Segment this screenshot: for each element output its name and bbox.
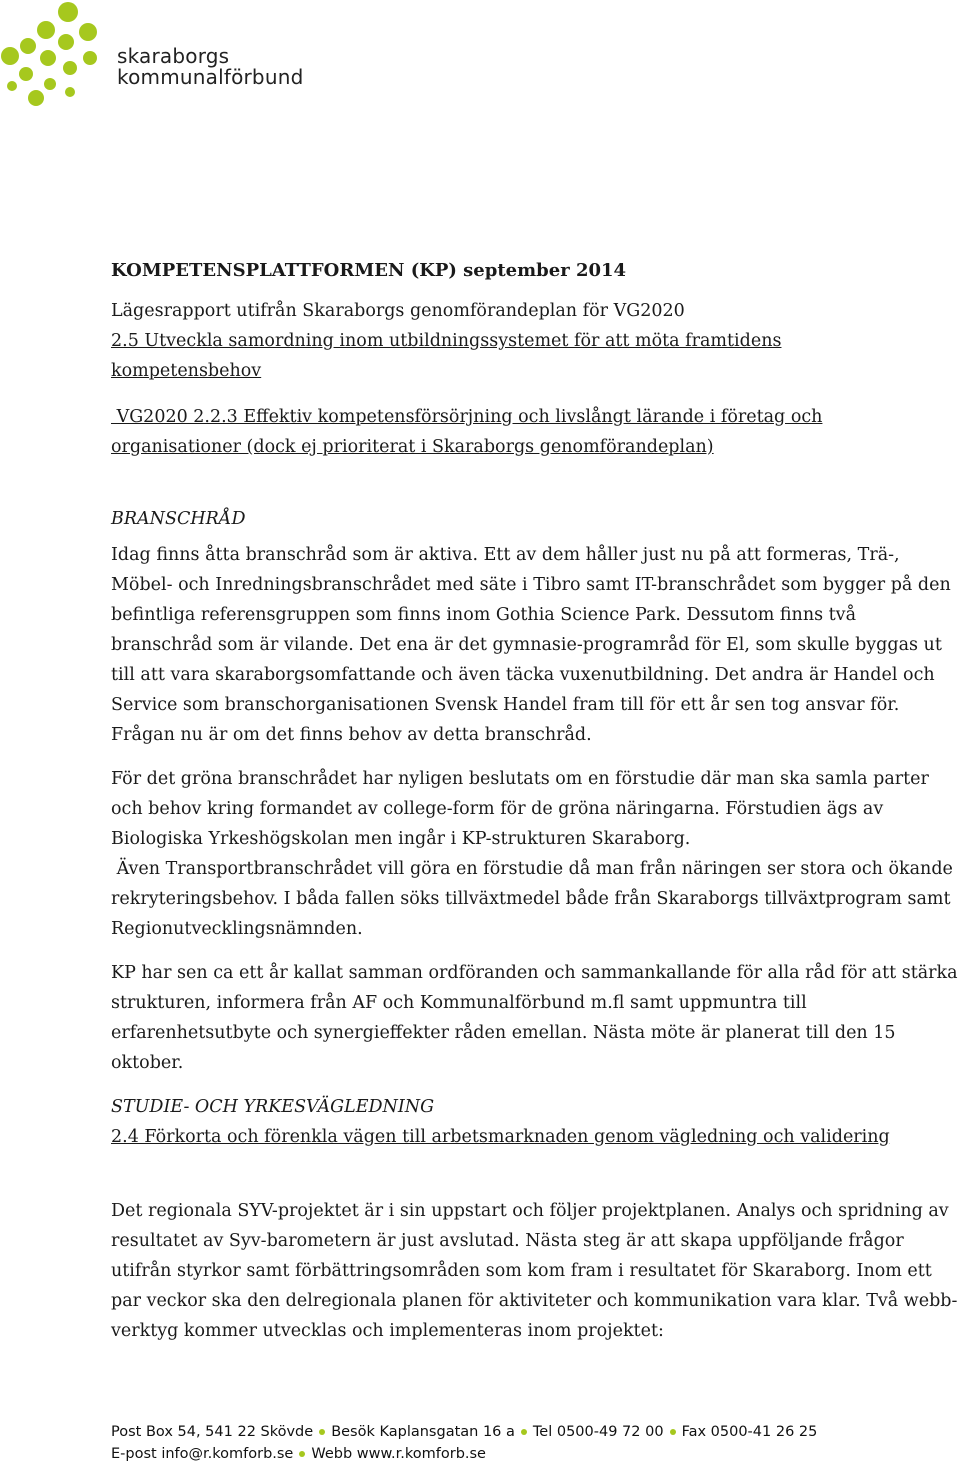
paragraph: KP har sen ca ett år kallat samman ordföranden och sammankallande för alla råd för att stärka strukturen, informera från AF och Kommunalförbund m.fl samt uppmuntra till erfarenhetsutbyte och synergieffekter råden emellan. Nästa möte är planerat till den 15 oktober. [111,963,958,1073]
footer-row-2 [111,1443,817,1465]
logo [0,0,310,112]
goal2-line-1: VG2020 2.2.3 Effektiv kompetensförsörjning och livslångt lärande i företag och [111,407,823,427]
footer-tel: Tel 0500-49 72 00 [532,1424,664,1440]
footer-fax: Fax 0500-41 26 25 [681,1424,818,1440]
goal2-line-2: organisationer (dock ej prioriterat i Skaraborgs genomförandeplan) [111,437,714,457]
document-body [111,256,960,1346]
section-heading-branschrad: BRANSCHRÅD [111,509,246,529]
dot-cluster-logo-icon [0,0,112,112]
section-heading-syv: STUDIE- OCH YRKESVÄGLEDNING [111,1097,435,1117]
bullet-icon [521,1429,527,1435]
paragraph: Idag finns åtta branschråd som är aktiva. Ett av dem håller just nu på att formeras, Trä-, Möbel- och Inredningsbranschrådet med säte i Tibro samt IT-branschrådet som bygger på den befintliga referensgruppen som finns inom Gothia Science Park. Dessutom finns två branschråd som är vilande. Det ena är det gymnasie-programråd för El, som skulle byggas ut till att vara skaraborgsomfattande och även täcka vuxenutbildning. Det andra är Handel och Service som branschorganisationen Svensk Handel fram till för ett år sen tog ansvar för. Frågan nu är om det finns behov av detta branschråd. [111,545,951,745]
goal-line-1: 2.5 Utveckla samordning inom utbildningssystemet för att möta framtidens [111,331,782,351]
bullet-icon [299,1451,305,1457]
bullet-icon [319,1429,325,1435]
footer-row-1 [111,1421,817,1443]
paragraph: Det regionala SYV-projektet är i sin uppstart och följer projektplanen. Analys och spridning av resultatet av Syv-barometern är just avslutad. Nästa steg är att skapa uppföljande frågor utifrån styrkor samt förbättringsområden som kom fram i resultatet för Skaraborg. Inom ett par veckor ska den delregionala planen för aktiviteter och kommunikation vara klar. Två webb-verktyg kommer utvecklas och implementeras inom projektet: [111,1201,958,1341]
footer-visit: Besök Kaplansgatan 16 a [331,1424,515,1440]
footer-web[interactable]: Webb www.r.komforb.se [311,1446,486,1462]
document-title: KOMPETENSPLATTFORMEN (KP) september 2014 [111,260,627,281]
paragraph: Även Transportbranschrådet vill göra en förstudie då man från näringen ser stora och ökande rekryteringsbehov. I båda fallen söks tillväxtmedel både från Skaraborgs tillväxtprogram samt Regionutvecklingsnämnden. [111,859,959,939]
footer-email[interactable]: E-post info@r.komforb.se [111,1446,294,1462]
logo-line1: skaraborgs [117,44,230,68]
logo-wordmark [117,46,303,88]
document-subtitle: Lägesrapport utifrån Skaraborgs genomförandeplan för VG2020 [111,301,685,321]
logo-line2: kommunalförbund [117,65,304,89]
goal-line-2: kompetensbehov [111,361,262,381]
paragraph: För det gröna branschrådet har nyligen beslutats om en förstudie där man ska samla parter och behov kring formandet av college-form för de gröna näringarna. Förstudien ägs av Biologiska Yrkeshögskolan men ingår i KP-strukturen Skaraborg. [111,769,929,849]
bullet-icon [670,1429,676,1435]
footer-post: Post Box 54, 541 22 Skövde [111,1424,314,1440]
footer [111,1421,817,1465]
goal-line-syv: 2.4 Förkorta och förenkla vägen till arbetsmarknaden genom vägledning och validering [111,1127,890,1147]
